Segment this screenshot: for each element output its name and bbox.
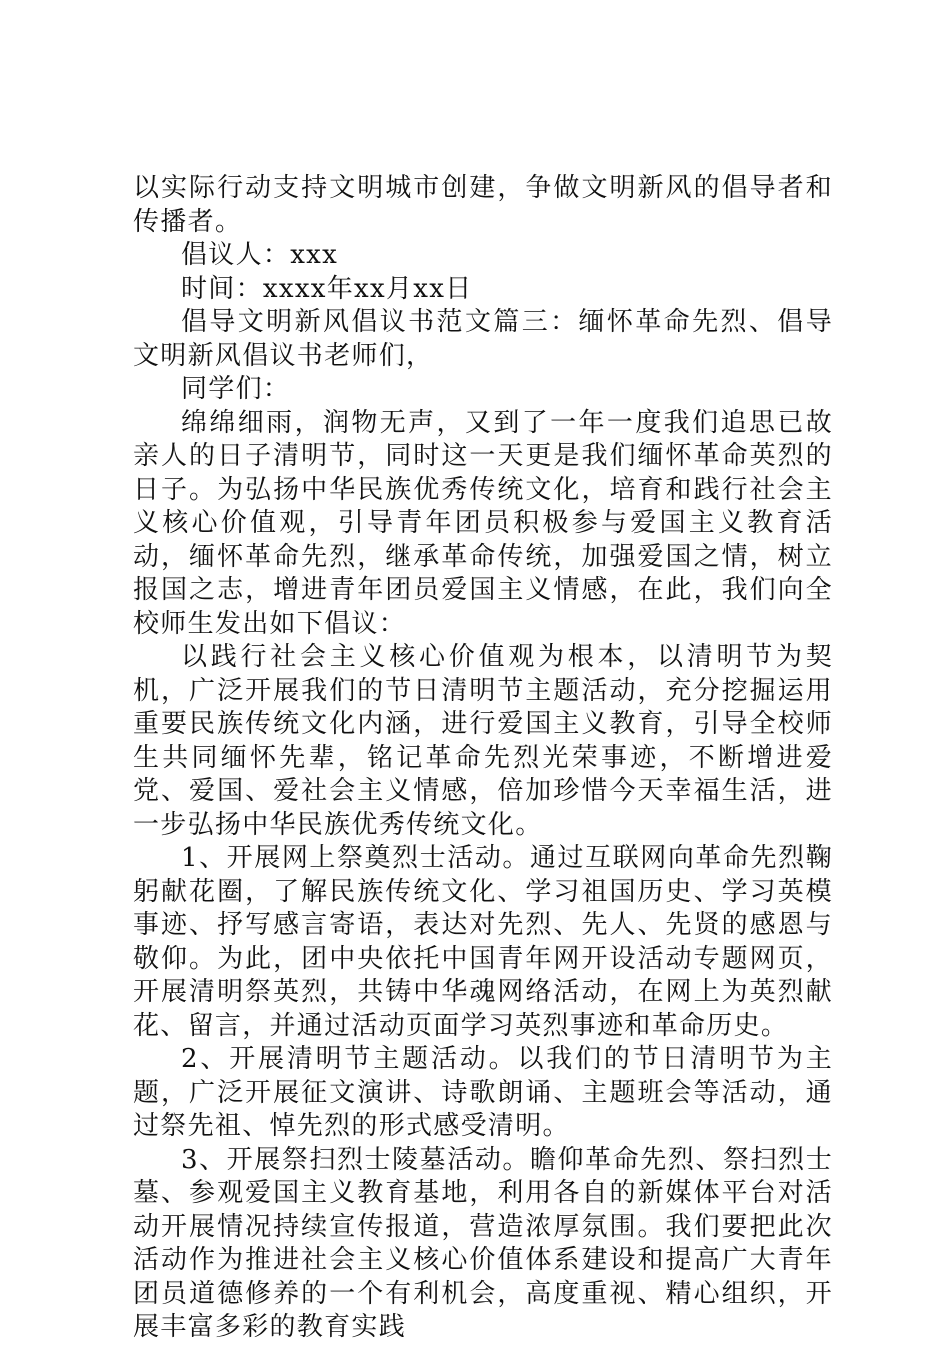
paragraph-section-title: 倡导文明新风倡议书范文篇三：缅怀革命先烈、倡导文明新风倡议书老师们， (133, 307, 833, 371)
paragraph-initiator: 倡议人：xxx (181, 240, 339, 270)
paragraph-intro: 绵绵细雨，润物无声，又到了一年一度我们追思已故亲人的日子清明节，同时这一天更是我们缅怀革命英烈的日子。为弘扬中华民族优秀传统文化，培育和践行社会主义核心价值观，引导青年团员积极参与爱国主义教育活动，缅怀革命先烈，继承革命传统，加强爱国之情，树立报国之志，增进青年团员爱国主义情感，在此，我们向全校师生发出如下倡议： (133, 407, 833, 639)
paragraph-body: 以践行社会主义核心价值观为根本，以清明节为契机，广泛开展我们的节日清明节主题活动，充分挖掘运用重要民族传统文化内涵，进行爱国主义教育，引导全校师生共同缅怀先辈，铭记革命先烈光荣事迹，不断增进爱党、爱国、爱社会主义情感，倍加珍惜今天幸福生活，进一步弘扬中华民族优秀传统文化。 (133, 642, 833, 840)
paragraph-date: 时间：xxxx年xx月xx日 (181, 273, 473, 304)
paragraph-item-2: 2、开展清明节主题活动。以我们的节日清明节为主题，广泛开展征文演讲、诗歌朗诵、主题班会等活动，通过祭先祖、悼先烈的形式感受清明。 (133, 1044, 833, 1141)
paragraph-continuation: 以实际行动支持文明城市创建，争做文明新风的倡导者和传播者。 (133, 173, 833, 237)
paragraph-salutation: 同学们： (181, 374, 291, 404)
document-body (133, 172, 833, 1345)
paragraph-item-3: 3、开展祭扫烈士陵墓活动。瞻仰革命先烈、祭扫烈士墓、参观爱国主义教育基地，利用各自的新媒体平台对活动开展情况持续宣传报道，营造浓厚氛围。我们要把此次活动作为推进社会主义核心价值体系建设和提高广大青年团员道德修养的一个有利机会，高度重视、精心组织，开展丰富多彩的教育实践 (133, 1144, 833, 1342)
paragraph-item-1: 1、开展网上祭奠烈士活动。通过互联网向革命先烈鞠躬献花圈，了解民族传统文化、学习祖国历史、学习英模事迹、抒写感言寄语，表达对先烈、先人、先贤的感恩与敬仰。为此，团中央依托中国青年网开设活动专题网页，开展清明祭英烈，共铸中华魂网络活动，在网上为英烈献花、留言，并通过活动页面学习英烈事迹和革命历史。 (133, 843, 833, 1041)
